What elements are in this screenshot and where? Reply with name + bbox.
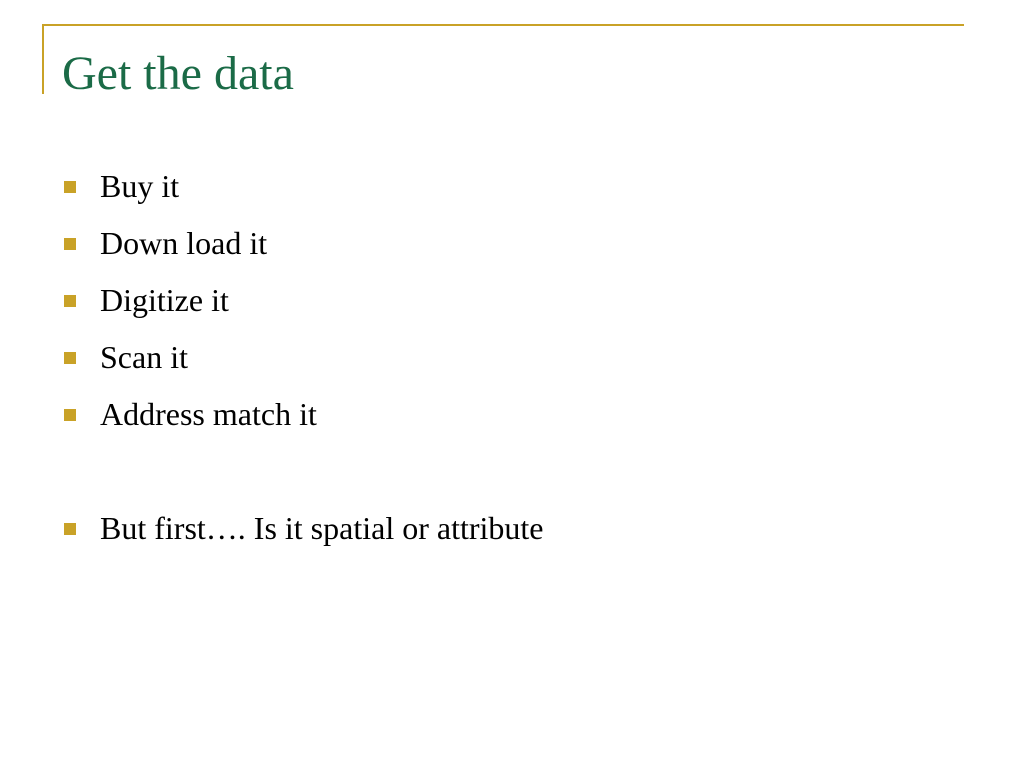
- bullet-text: Buy it: [100, 168, 180, 204]
- bullet-text: But first…. Is it spatial or attribute: [100, 510, 544, 546]
- bullet-text: Address match it: [100, 396, 317, 432]
- square-bullet-icon: [64, 181, 76, 193]
- slide-title: Get the data: [62, 47, 294, 100]
- bullet-text: Scan it: [100, 339, 188, 375]
- square-bullet-icon: [64, 295, 76, 307]
- frame-top-line: [42, 24, 964, 26]
- bullet-text: Down load it: [100, 225, 268, 261]
- square-bullet-icon: [64, 238, 76, 250]
- bullet-text: Digitize it: [100, 282, 229, 318]
- square-bullet-icon: [64, 409, 76, 421]
- square-bullet-icon: [64, 523, 76, 535]
- frame-left-line: [42, 24, 44, 94]
- square-bullet-icon: [64, 352, 76, 364]
